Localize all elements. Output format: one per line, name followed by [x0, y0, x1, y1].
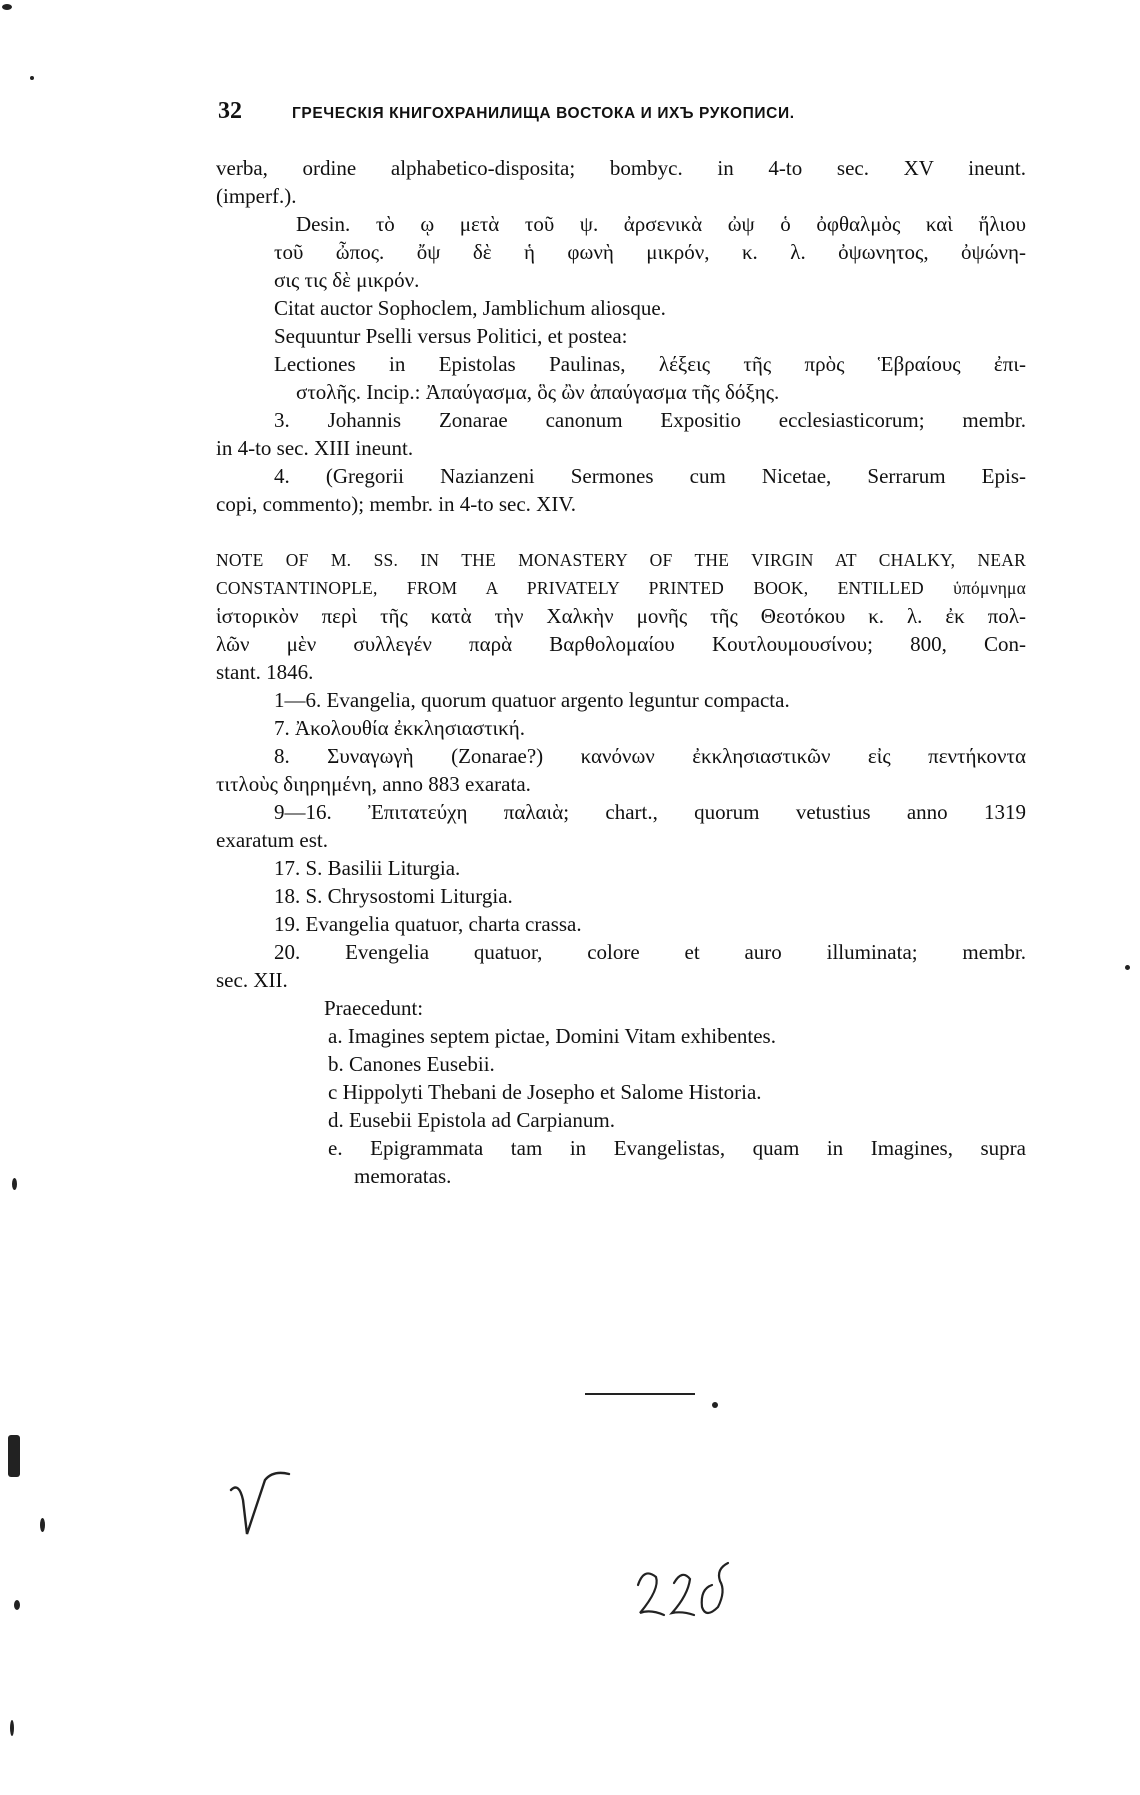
scan-speck	[10, 1720, 14, 1736]
list-item: 19. Evangelia quatuor, charta crassa.	[274, 912, 582, 936]
text-line: 4. (Gregorii Nazianzeni Sermones cum Nicetae, Serrarum Epis-	[274, 464, 1026, 488]
text-line: Citat auctor Sophoclem, Jamblichum aliosque.	[274, 296, 666, 320]
text-line: stant. 1846.	[216, 660, 314, 684]
list-item: a. Imagines septem pictae, Domini Vitam exhibentes.	[328, 1024, 776, 1048]
text-line: (imperf.).	[216, 184, 297, 208]
text-line: in 4-to sec. XIII ineunt.	[216, 436, 414, 460]
text-line: memoratas.	[354, 1164, 452, 1188]
text-line: verba, ordine alphabetico-disposita; bombyc. in 4-to sec. XV ineunt.	[216, 156, 1026, 180]
running-title: ГРЕЧЕСКІЯ КНИГОХРАНИЛИЩА ВОСТОКА И ИХЪ РУКОПИСИ.	[292, 105, 795, 122]
scan-speck	[12, 1178, 17, 1190]
text-line: Desin. τὸ ῳ μετὰ τοῦ ψ. ἀρσενικὰ ὠψ ὁ ὀφθαλμὸς καὶ ἥλιου	[296, 212, 1026, 236]
scan-speck	[8, 1435, 20, 1477]
list-item: 8. Συναγωγὴ (Zonarae?) κανόνων ἐκκλησιαστικῶν εἰς πεντήκοντα	[274, 744, 1026, 768]
text-line: Lectiones in Epistolas Paulinas, λέξεις τῆς πρὸς Ἑβραίους ἐπι-	[274, 352, 1026, 376]
list-item: 20. Evengelia quatuor, colore et auro illuminata; membr.	[274, 940, 1026, 964]
handwritten-folio-number	[630, 1555, 740, 1635]
text-line: ἱστορικὸν περὶ τῆς κατὰ τὴν Χαλκὴν μονῆς τῆς Θεοτόκου κ. λ. ἐκ πολ-	[216, 604, 1026, 628]
text-line: copi, commento); membr. in 4-to sec. XIV.	[216, 492, 577, 516]
text-line: 3. Johannis Zonarae canonum Expositio ecclesiasticorum; membr.	[274, 408, 1026, 432]
running-header	[218, 98, 1018, 125]
end-rule-dot	[712, 1402, 718, 1408]
list-item: 9—16. Ἐπιτατεύχη παλαιὰ; chart., quorum vetustius anno 1319	[274, 800, 1026, 824]
note-heading-line: CONSTANTINOPLE, FROM A PRIVATELY PRINTED BOOK, ENTILLED ὑπόμνημα	[216, 578, 1026, 598]
text-line: λῶν μὲν συλλεγέν παρὰ Βαρθολομαίου Κουτλουμουσίνου; 800, Con-	[216, 632, 1026, 656]
scan-speck	[1125, 965, 1130, 970]
scan-speck	[14, 1600, 20, 1610]
subheading: Praecedunt:	[324, 996, 424, 1020]
text-line: exaratum est.	[216, 828, 328, 852]
list-item: d. Eusebii Epistola ad Carpianum.	[328, 1108, 615, 1132]
text-line: σις τις δὲ μικρόν.	[274, 268, 420, 292]
text-line: στολῆς. Incip.: Ἀπαύγασμα, ὃς ὢν ἀπαύγασμα τῆς δόξης.	[296, 380, 780, 404]
list-item: c Hippolyti Thebani de Josepho et Salome Historia.	[328, 1080, 762, 1104]
handwritten-check-mark	[225, 1460, 295, 1540]
page-number: 32	[218, 98, 242, 124]
list-item: 17. S. Basilii Liturgia.	[274, 856, 461, 880]
scan-speck	[30, 76, 34, 80]
scan-speck	[40, 1518, 45, 1532]
text-line: τοῦ ὦπος. ὄψ δὲ ἡ φωνὴ μικρόν, κ. λ. ὀψωνητος, ὀψώνη-	[274, 240, 1026, 264]
list-item: 1—6. Evangelia, quorum quatuor argento leguntur compacta.	[274, 688, 790, 712]
list-item: 7. Ἀκολουθία ἐκκλησιαστική.	[274, 716, 525, 740]
list-item: 18. S. Chrysostomi Liturgia.	[274, 884, 513, 908]
scan-speck	[2, 4, 12, 10]
text-line: Sequuntur Pselli versus Politici, et postea:	[274, 324, 628, 348]
text-line: sec. XII.	[216, 968, 288, 992]
note-heading-line: NOTE OF M. SS. IN THE MONASTERY OF THE VIRGIN AT CHALKY, NEAR	[216, 550, 1026, 570]
list-item: b. Canones Eusebii.	[328, 1052, 495, 1076]
end-rule	[585, 1393, 695, 1395]
text-line: τιτλοὺς διηρημένη, anno 883 exarata.	[216, 772, 531, 796]
list-item: e. Epigrammata tam in Evangelistas, quam in Imagines, supra	[328, 1136, 1026, 1160]
